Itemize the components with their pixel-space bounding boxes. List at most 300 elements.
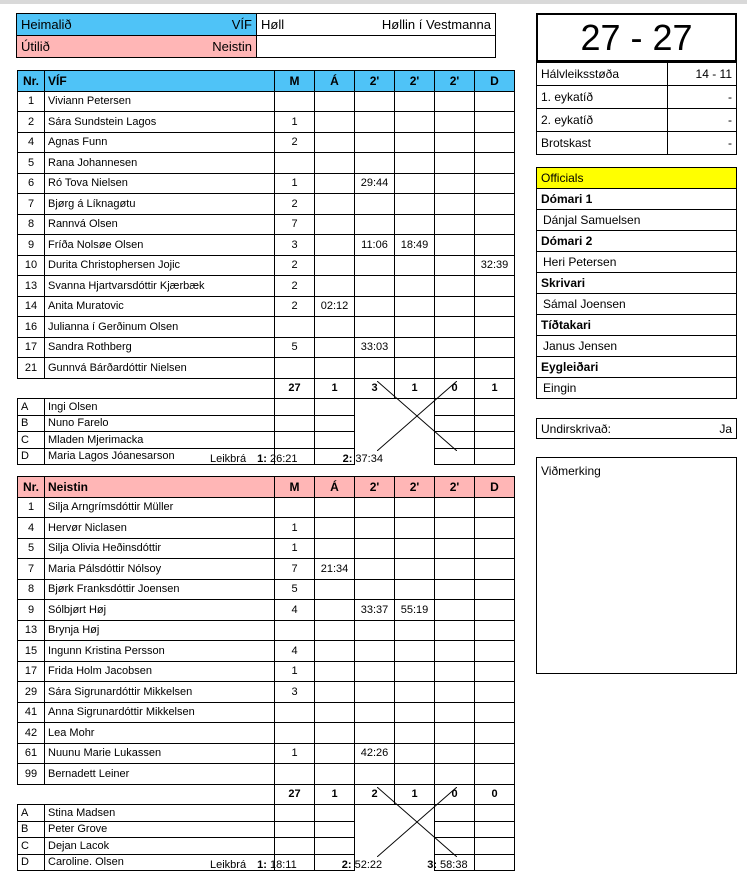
player-m: 1 (275, 538, 315, 559)
remarks-label: Viðmerking (541, 464, 601, 478)
player-s3 (435, 91, 475, 112)
hall-empty-box (256, 35, 496, 58)
player-row (18, 276, 515, 297)
player-number: 13 (18, 620, 45, 641)
staff-name: Ingi Olsen (45, 399, 275, 416)
player-number: 99 (18, 764, 45, 785)
player-s3 (435, 235, 475, 256)
stat-value: - (668, 109, 737, 132)
player-s3 (435, 764, 475, 785)
player-name: Hervør Niclasen (45, 518, 275, 539)
player-row (18, 538, 515, 559)
staff-disq (475, 838, 515, 855)
player-s2 (395, 255, 435, 276)
player-row (18, 317, 515, 338)
signature-box (536, 418, 737, 439)
player-number: 13 (18, 276, 45, 297)
player-a (315, 661, 355, 682)
player-s1 (355, 723, 395, 744)
staff-code: C (18, 432, 45, 449)
official-name: Eingin (537, 378, 737, 399)
player-s1: 33:03 (355, 337, 395, 358)
player-s1 (355, 682, 395, 703)
player-a (315, 132, 355, 153)
player-name: Sára Sundstein Lagos (45, 112, 275, 133)
col-2min-3: 2' (435, 477, 475, 498)
player-number: 5 (18, 538, 45, 559)
player-a (315, 579, 355, 600)
player-s1: 11:06 (355, 235, 395, 256)
player-s2 (395, 620, 435, 641)
player-s3 (435, 641, 475, 662)
total-d: 1 (475, 378, 515, 399)
player-number: 8 (18, 214, 45, 235)
player-name: Gunnvá Bárðardóttir Nielsen (45, 358, 275, 379)
player-number: 4 (18, 518, 45, 539)
col-nr: Nr. (18, 477, 45, 498)
player-a (315, 538, 355, 559)
player-row (18, 682, 515, 703)
player-a (315, 497, 355, 518)
staff-disq (475, 448, 515, 465)
final-score: 27 - 27 (536, 13, 737, 62)
player-name: Julianna í Gerðinum Olsen (45, 317, 275, 338)
official-role: Eygleiðari (537, 357, 737, 378)
player-s2 (395, 743, 435, 764)
stat-label: 1. eykatíð (537, 86, 668, 109)
player-name: Anna Sigrunardóttir Mikkelsen (45, 702, 275, 723)
player-s1 (355, 661, 395, 682)
player-s2 (395, 276, 435, 297)
player-row (18, 214, 515, 235)
player-s2 (395, 723, 435, 744)
player-d (475, 764, 515, 785)
player-m (275, 358, 315, 379)
player-name: Bjørg á Líknagøtu (45, 194, 275, 215)
player-s3 (435, 620, 475, 641)
col-team-name: VÍF (45, 71, 275, 92)
player-m: 5 (275, 337, 315, 358)
player-row (18, 518, 515, 539)
official-name: Janus Jensen (537, 336, 737, 357)
player-m: 3 (275, 235, 315, 256)
player-number: 29 (18, 682, 45, 703)
player-number: 14 (18, 296, 45, 317)
player-s2 (395, 682, 435, 703)
player-s1 (355, 276, 395, 297)
player-s2 (395, 214, 435, 235)
player-a: 21:34 (315, 559, 355, 580)
player-s2 (395, 538, 435, 559)
staff-name: Mladen Mjerimacka (45, 432, 275, 449)
player-a (315, 112, 355, 133)
player-m: 2 (275, 194, 315, 215)
player-d (475, 600, 515, 621)
player-s1 (355, 538, 395, 559)
player-m: 1 (275, 661, 315, 682)
score-stats-table (536, 62, 737, 155)
player-s2 (395, 518, 435, 539)
hall-label: Høll (261, 17, 285, 32)
player-a (315, 764, 355, 785)
player-number: 2 (18, 112, 45, 133)
player-number: 6 (18, 173, 45, 194)
player-row (18, 661, 515, 682)
player-s3 (435, 276, 475, 297)
player-row (18, 559, 515, 580)
player-s3 (435, 723, 475, 744)
player-s2 (395, 153, 435, 174)
player-m (275, 764, 315, 785)
player-row (18, 194, 515, 215)
timeouts-label: Leikbrá (210, 453, 247, 465)
player-d (475, 337, 515, 358)
timeout-num: 1: (257, 453, 267, 465)
total-s1: 3 (355, 378, 395, 399)
staff-name: Stina Madsen (45, 805, 275, 822)
player-row (18, 620, 515, 641)
staff-disq (475, 415, 515, 432)
total-s2: 1 (395, 378, 435, 399)
col-warning: Á (315, 477, 355, 498)
stat-value: - (668, 132, 737, 155)
player-a (315, 743, 355, 764)
timeouts-label: Leikbrá (210, 859, 247, 871)
player-row (18, 296, 515, 317)
player-row (18, 723, 515, 744)
away-timeouts (210, 859, 468, 871)
player-s1 (355, 214, 395, 235)
player-number: 41 (18, 702, 45, 723)
player-d (475, 497, 515, 518)
staff-code: A (18, 805, 45, 822)
player-s3 (435, 132, 475, 153)
player-m (275, 702, 315, 723)
player-m: 7 (275, 559, 315, 580)
player-s3 (435, 518, 475, 539)
official-name: Heri Petersen (537, 252, 737, 273)
col-goals: M (275, 71, 315, 92)
official-role: Skrivari (537, 273, 737, 294)
player-m (275, 620, 315, 641)
player-s3 (435, 538, 475, 559)
staff-code: B (18, 415, 45, 432)
player-m (275, 317, 315, 338)
staff-disq (475, 821, 515, 838)
player-name: Agnas Funn (45, 132, 275, 153)
player-row (18, 497, 515, 518)
col-2min-2: 2' (395, 71, 435, 92)
staff-warning (315, 805, 355, 822)
player-row (18, 132, 515, 153)
player-s1: 33:37 (355, 600, 395, 621)
player-row (18, 702, 515, 723)
player-d (475, 296, 515, 317)
player-name: Fríða Nolsøe Olsen (45, 235, 275, 256)
player-s1 (355, 112, 395, 133)
total-s3: 0 (435, 378, 475, 399)
player-row (18, 743, 515, 764)
staff-code: D (18, 854, 45, 871)
player-name: Ró Tova Nielsen (45, 173, 275, 194)
total-d: 0 (475, 784, 515, 805)
away-staff-cross (377, 787, 457, 857)
player-name: Nuunu Marie Lukassen (45, 743, 275, 764)
player-m: 2 (275, 132, 315, 153)
player-row (18, 153, 515, 174)
player-row (18, 112, 515, 133)
player-m: 4 (275, 641, 315, 662)
player-name: Rana Johannesen (45, 153, 275, 174)
player-row (18, 235, 515, 256)
player-s3 (435, 173, 475, 194)
player-s1 (355, 518, 395, 539)
player-a (315, 194, 355, 215)
player-name: Bjørk Franksdóttir Joensen (45, 579, 275, 600)
staff-disq (475, 399, 515, 416)
staff-name: Maria Lagos Jóanesarson (45, 448, 275, 465)
player-d (475, 235, 515, 256)
staff-name: Dejan Lacok (45, 838, 275, 855)
player-d (475, 702, 515, 723)
stat-value: - (668, 86, 737, 109)
player-name: Durita Christophersen Jojic (45, 255, 275, 276)
player-number: 7 (18, 559, 45, 580)
player-a (315, 153, 355, 174)
player-s1 (355, 255, 395, 276)
stat-label: Hálvleiksstøða (537, 63, 668, 86)
player-row (18, 600, 515, 621)
player-a (315, 276, 355, 297)
officials-table (536, 167, 737, 399)
col-2min-1: 2' (355, 477, 395, 498)
player-name: Maria Pálsdóttir Nólsoy (45, 559, 275, 580)
player-s3 (435, 214, 475, 235)
player-d (475, 682, 515, 703)
player-d (475, 91, 515, 112)
col-2min-3: 2' (435, 71, 475, 92)
player-m (275, 723, 315, 744)
remarks-box (536, 457, 737, 674)
player-number: 1 (18, 497, 45, 518)
col-nr: Nr. (18, 71, 45, 92)
timeout-time: 58:38 (440, 859, 468, 871)
staff-warning (315, 399, 355, 416)
staff-disq (475, 432, 515, 449)
away-label: Útilið (21, 39, 50, 54)
player-s1: 29:44 (355, 173, 395, 194)
player-s1 (355, 702, 395, 723)
player-s2 (395, 641, 435, 662)
player-row (18, 255, 515, 276)
player-name: Silja Olivia Heðinsdóttir (45, 538, 275, 559)
staff-warning (315, 838, 355, 855)
player-number: 16 (18, 317, 45, 338)
stat-label: Brotskast (537, 132, 668, 155)
player-d (475, 276, 515, 297)
player-name: Viviann Petersen (45, 91, 275, 112)
player-name: Svanna Hjartvarsdóttir Kjærbæk (45, 276, 275, 297)
player-s1 (355, 764, 395, 785)
player-s3 (435, 600, 475, 621)
player-row (18, 579, 515, 600)
player-number: 17 (18, 337, 45, 358)
player-s1 (355, 641, 395, 662)
official-role: Dómari 2 (537, 231, 737, 252)
player-d (475, 620, 515, 641)
player-s1 (355, 620, 395, 641)
player-s1: 42:26 (355, 743, 395, 764)
total-s1: 2 (355, 784, 395, 805)
staff-name: Caroline. Olsen (45, 854, 275, 871)
player-s2 (395, 194, 435, 215)
player-m (275, 497, 315, 518)
timeout-num: 2: (341, 859, 352, 871)
player-name: Sára Sigrunardóttir Mikkelsen (45, 682, 275, 703)
signature-value: Ja (719, 421, 732, 436)
player-s3 (435, 317, 475, 338)
player-a (315, 91, 355, 112)
player-s3 (435, 112, 475, 133)
player-name: Bernadett Leiner (45, 764, 275, 785)
official-name: Sámal Joensen (537, 294, 737, 315)
player-row (18, 764, 515, 785)
staff-name: Peter Grove (45, 821, 275, 838)
player-d (475, 317, 515, 338)
player-row (18, 173, 515, 194)
player-a (315, 214, 355, 235)
player-a: 02:12 (315, 296, 355, 317)
official-role: Tíðtakari (537, 315, 737, 336)
player-name: Silja Arngrímsdóttir Müller (45, 497, 275, 518)
stat-label: 2. eykatíð (537, 109, 668, 132)
player-d (475, 743, 515, 764)
player-row (18, 641, 515, 662)
player-s3 (435, 358, 475, 379)
total-s2: 1 (395, 784, 435, 805)
player-s2 (395, 317, 435, 338)
total-a: 1 (315, 784, 355, 805)
player-row (18, 91, 515, 112)
player-s2 (395, 358, 435, 379)
player-m (275, 153, 315, 174)
officials-title: Officials (537, 168, 737, 189)
player-s1 (355, 153, 395, 174)
home-team-name: VÍF (231, 17, 252, 32)
player-s3 (435, 743, 475, 764)
player-s2: 55:19 (395, 600, 435, 621)
away-team-box (16, 35, 257, 58)
player-s1 (355, 91, 395, 112)
player-d (475, 173, 515, 194)
staff-code: B (18, 821, 45, 838)
total-m: 27 (275, 378, 315, 399)
col-disq: D (475, 477, 515, 498)
timeout-num: 1: (257, 859, 267, 871)
player-d (475, 112, 515, 133)
player-a (315, 600, 355, 621)
player-s3 (435, 559, 475, 580)
timeout-num: 3: (427, 859, 437, 871)
top-border (0, 0, 747, 4)
player-number: 1 (18, 91, 45, 112)
player-s3 (435, 255, 475, 276)
player-number: 10 (18, 255, 45, 276)
player-a (315, 255, 355, 276)
player-a (315, 337, 355, 358)
player-number: 9 (18, 600, 45, 621)
player-m: 1 (275, 743, 315, 764)
player-number: 15 (18, 641, 45, 662)
player-a (315, 173, 355, 194)
player-s3 (435, 194, 475, 215)
player-a (315, 723, 355, 744)
col-goals: M (275, 477, 315, 498)
player-m: 1 (275, 112, 315, 133)
player-a (315, 235, 355, 256)
player-number: 42 (18, 723, 45, 744)
timeout-time: 26:21 (269, 453, 298, 465)
player-s2 (395, 764, 435, 785)
player-a (315, 358, 355, 379)
player-s2 (395, 702, 435, 723)
player-s2 (395, 173, 435, 194)
home-label: Heimalið (21, 17, 72, 32)
home-team-box (16, 13, 257, 36)
staff-code: C (18, 838, 45, 855)
staff-warning (315, 415, 355, 432)
player-s3 (435, 702, 475, 723)
player-name: Anita Muratovic (45, 296, 275, 317)
player-number: 17 (18, 661, 45, 682)
player-number: 9 (18, 235, 45, 256)
hall-box (256, 13, 496, 36)
player-m (275, 91, 315, 112)
player-s3 (435, 661, 475, 682)
player-a (315, 702, 355, 723)
player-s1 (355, 358, 395, 379)
player-m: 1 (275, 518, 315, 539)
player-a (315, 620, 355, 641)
player-name: Lea Mohr (45, 723, 275, 744)
player-d (475, 559, 515, 580)
player-number: 4 (18, 132, 45, 153)
player-name: Rannvá Olsen (45, 214, 275, 235)
col-disq: D (475, 71, 515, 92)
official-role: Dómari 1 (537, 189, 737, 210)
player-m: 4 (275, 600, 315, 621)
player-d (475, 518, 515, 539)
player-s1 (355, 579, 395, 600)
player-s3 (435, 296, 475, 317)
player-m: 2 (275, 255, 315, 276)
total-a: 1 (315, 378, 355, 399)
staff-disq (475, 805, 515, 822)
player-s2 (395, 497, 435, 518)
player-s3 (435, 579, 475, 600)
player-d (475, 723, 515, 744)
player-d (475, 214, 515, 235)
staff-warning (315, 432, 355, 449)
player-s1 (355, 497, 395, 518)
player-s2 (395, 559, 435, 580)
timeout-time: 37:34 (355, 453, 383, 465)
player-number: 21 (18, 358, 45, 379)
player-a (315, 317, 355, 338)
player-d (475, 661, 515, 682)
player-s1 (355, 194, 395, 215)
player-number: 5 (18, 153, 45, 174)
